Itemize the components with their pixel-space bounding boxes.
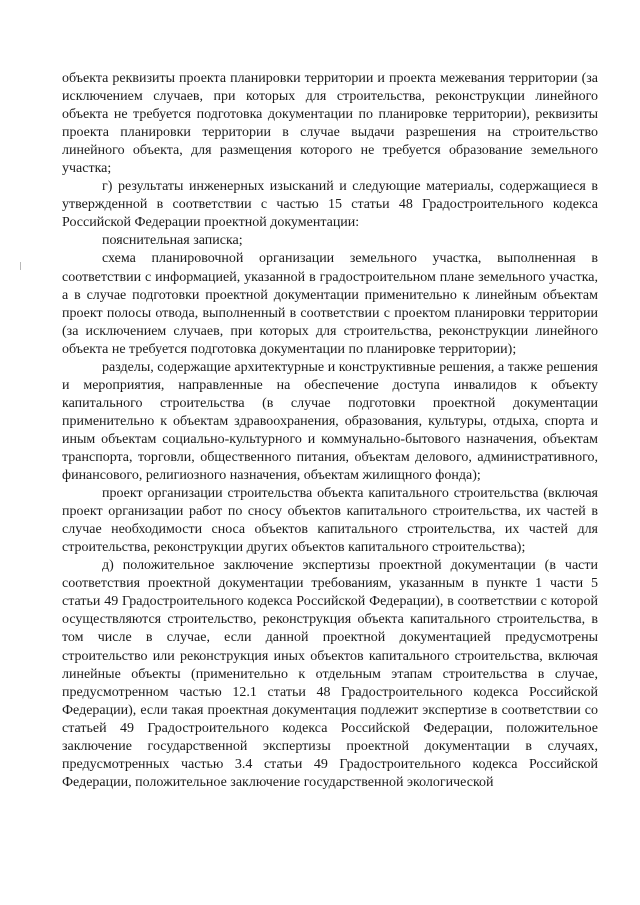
paragraph-construction-project: проект организации строительства объекта капитального строительства (включая проект организации работ по сносу объектов капитального строительства, их частей в случае необходимости сноса объектов капитального строительства, их частей для строительства, реконструкции других объектов капитального строительства); [62, 486, 598, 556]
paragraph-explanatory-note: пояснительная записка; [102, 233, 243, 249]
paragraph-item-g: г) результаты инженерных изысканий и следующие материалы, содержащиеся в утвержденной в соответствии с частью 15 статьи 48 Градостроительного кодекса Российской Федерации проектной документации: [62, 179, 598, 231]
paragraph-design-sections: разделы, содержащие архитектурные и конструктивные решения, а также решения и мероприятия, направленные на обеспечение доступа инвалидов к объекту капитального строительства (в случае подготовки проектной документации применительно к объектам здравоохранения, образования, культуры, отдыха, спорта и иным объектам социально-культурного и коммунально-бытового назначения, объектам транспорта, торговли, общественного питания, объектам делового, административного, финансового, религиозного назначения, объектам жилищного фонда); [62, 359, 598, 484]
paragraph-continuation: объекта реквизиты проекта планировки территории и проекта межевания территории (за исключением случаев, при которых для строительства, реконструкции линейного объекта не требуется подготовка документации по планировке территории), реквизиты проекта планировки территории в случае выдачи разрешения на строительство линейного объекта, для размещения которого не требуется образование земельного участка; [62, 71, 598, 177]
paragraph-site-scheme: схема планировочной организации земельного участка, выполненная в соответствии с информацией, указанной в градостроительном плане земельного участка, а в случае подготовки проектной документации применительно к линейным объектам проект полосы отвода, выполненный в соответствии с проектом планировки территории (за исключением случаев, при которых для строительства, реконструкции линейного объекта не требуется подготовка документации по планировке территории); [62, 251, 598, 357]
paragraph-item-d: д) положительное заключение экспертизы проектной документации (в части соответствия проектной документации требованиям, указанным в пункте 1 части 5 статьи 49 Градостроительного кодекса Российской Федерации), в соответствии с которой осуществляются строительство, реконструкция объекта капитального строительства, в том числе в случае, если данной проектной документацией предусмотрены строительство или реконструкция иных объектов капитального строительства, включая линейные объекты (применительно к отдельным этапам строительства в случае, предусмотренном частью 12.1 статьи 48 Градостроительного кодекса Российской Федерации), если такая проектная документация подлежит экспертизе в соответствии со статьей 49 Градостроительного кодекса Российской Федерации, положительное заключение государственной экспертизы проектной документации в случаях, предусмотренных частью 3.4 статьи 49 Градостроительного кодекса Российской Федерации, положительное заключение государственной экологической [62, 558, 598, 790]
margin-mark [20, 262, 21, 270]
document-page [62, 70, 598, 792]
